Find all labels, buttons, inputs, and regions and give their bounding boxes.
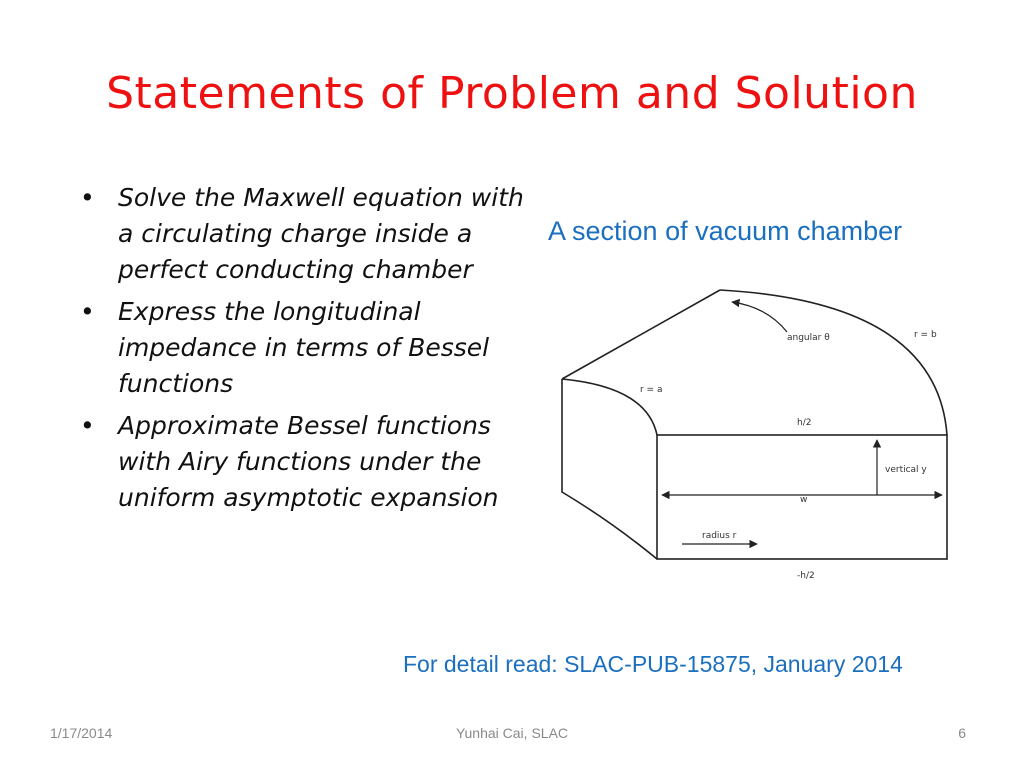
label-vertical: vertical y — [885, 465, 927, 475]
bullet-item — [76, 408, 526, 516]
label-w: w — [800, 495, 808, 505]
vacuum-chamber-diagram — [552, 282, 962, 602]
bullet-icon: • — [80, 183, 95, 212]
slide-title: Statements of Problem and Solution — [106, 68, 918, 119]
outer-arc — [720, 290, 947, 435]
bullet-text: Express the longitudinal impedance in terms of Bessel functions — [118, 297, 490, 398]
bullet-icon: • — [80, 297, 95, 326]
footer-date: 1/17/2014 — [50, 725, 113, 741]
bullet-item — [76, 294, 526, 402]
bullet-text: Solve the Maxwell equation with a circulating charge inside a perfect conducting chamber — [118, 183, 524, 284]
label-h-half: h/2 — [797, 418, 812, 428]
footer-page-number: 6 — [958, 725, 966, 741]
label-r-a: r = a — [640, 385, 663, 395]
label-radius: radius r — [702, 531, 737, 541]
bullet-item — [76, 180, 526, 288]
bullet-icon: • — [80, 411, 95, 440]
bullet-text: Approximate Bessel functions with Airy functions under the uniform asymptotic expansion — [118, 411, 499, 512]
left-face — [562, 379, 657, 559]
label-neg-h-half: -h/2 — [797, 571, 815, 581]
label-r-b: r = b — [914, 330, 937, 340]
footer-author: Yunhai Cai, SLAC — [455, 725, 569, 741]
angular-arrow — [732, 302, 787, 332]
chamber-top-edge — [562, 290, 720, 379]
figure-caption: A section of vacuum chamber — [548, 216, 903, 246]
reference-note: For detail read: SLAC-PUB-15875, January 2014 — [403, 651, 903, 677]
bullet-list — [76, 180, 526, 522]
label-angular: angular θ — [787, 333, 830, 343]
